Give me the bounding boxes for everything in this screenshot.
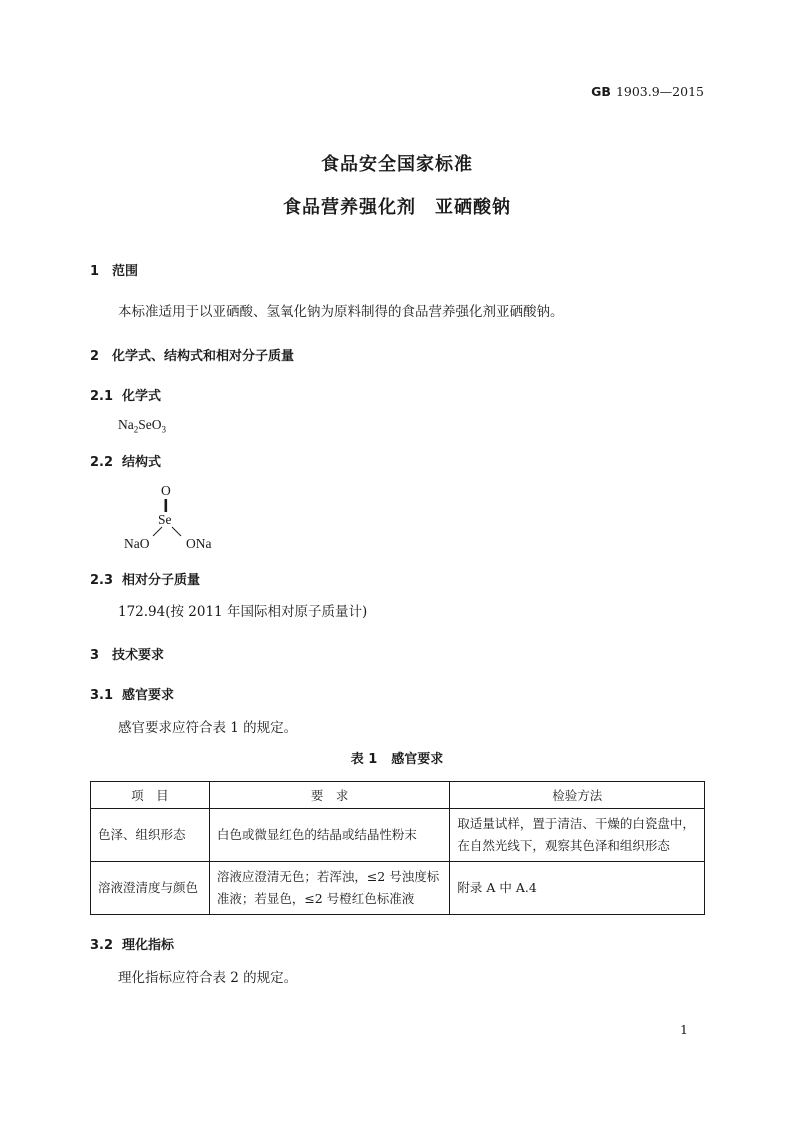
sensory-requirements-table xyxy=(90,781,705,915)
standard-code xyxy=(591,84,704,99)
section-3-2-heading xyxy=(90,934,174,953)
section-number: 1 xyxy=(90,264,100,279)
section-3-1-text: 感官要求应符合表 1 的规定。 xyxy=(118,720,298,736)
section-number: 2.1 xyxy=(90,389,114,404)
atom-oxygen-top: O xyxy=(161,483,171,498)
column-header-test-method: 检验方法 xyxy=(450,782,705,809)
structural-formula xyxy=(118,480,228,554)
standard-prefix: GB xyxy=(591,84,611,99)
section-number: 3.1 xyxy=(90,688,114,703)
section-number: 3 xyxy=(90,648,100,663)
column-header-requirement: 要 求 xyxy=(209,782,450,809)
double-bond xyxy=(165,499,168,512)
section-3-1-heading xyxy=(90,684,174,703)
standard-number: 1903.9—2015 xyxy=(615,84,704,99)
table-title: 感官要求 xyxy=(391,752,444,767)
document-title: 食品安全国家标准 xyxy=(321,154,473,175)
section-1-heading xyxy=(90,260,138,279)
section-number: 2.3 xyxy=(90,573,114,588)
atom-nao: NaO xyxy=(124,536,150,551)
table-cell: 附录 A 中 A.4 xyxy=(450,862,705,915)
atom-ona: ONa xyxy=(186,536,212,551)
section-2-3-heading xyxy=(90,569,200,588)
section-title: 范围 xyxy=(112,264,139,279)
chemical-formula: $Na_2SeO_3$ xyxy=(118,417,166,435)
table-header-row xyxy=(91,782,705,809)
atom-selenium: Se xyxy=(158,512,172,527)
section-title: 理化指标 xyxy=(122,938,175,953)
table-row xyxy=(91,809,705,862)
section-2-2-heading xyxy=(90,451,161,470)
section-title: 相对分子质量 xyxy=(122,573,201,588)
section-3-heading xyxy=(90,644,164,663)
section-title: 技术要求 xyxy=(112,648,165,663)
table-caption xyxy=(0,748,794,767)
table-row xyxy=(91,862,705,915)
table-cell: 溶液澄清度与颜色 xyxy=(91,862,210,915)
section-title: 感官要求 xyxy=(122,688,175,703)
section-title: 化学式 xyxy=(122,389,162,404)
page-number: 1 xyxy=(680,1022,688,1037)
bond-left xyxy=(153,527,162,536)
section-3-2-text: 理化指标应符合表 2 的规定。 xyxy=(118,970,298,986)
table-cell: 溶液应澄清无色；若浑浊，≤2 号浊度标准液；若显色，≤2 号橙红色标准液 xyxy=(209,862,450,915)
section-2-1-heading xyxy=(90,385,161,404)
section-number: 2.2 xyxy=(90,455,114,470)
table-cell: 取适量试样，置于清洁、干燥的白瓷盘中，在自然光线下，观察其色泽和组织形态 xyxy=(450,809,705,862)
table-cell: 白色或微显红色的结晶或结晶性粉末 xyxy=(209,809,450,862)
section-title: 结构式 xyxy=(122,455,162,470)
column-header-item: 项 目 xyxy=(91,782,210,809)
table-number: 表 1 xyxy=(350,752,378,767)
section-1-text: 本标准适用于以亚硒酸、氢氧化钠为原料制得的食品营养强化剂亚硒酸钠。 xyxy=(118,304,564,320)
bond-right xyxy=(172,527,181,536)
table-cell: 色泽、组织形态 xyxy=(91,809,210,862)
section-number: 2 xyxy=(90,349,100,364)
document-subtitle: 食品营养强化剂 亚硒酸钠 xyxy=(283,197,511,218)
section-title: 化学式、结构式和相对分子质量 xyxy=(112,349,295,364)
molecular-weight-text: 172.94(按 2011 年国际相对原子质量计) xyxy=(118,604,368,620)
section-2-heading xyxy=(90,345,294,364)
section-number: 3.2 xyxy=(90,938,114,953)
